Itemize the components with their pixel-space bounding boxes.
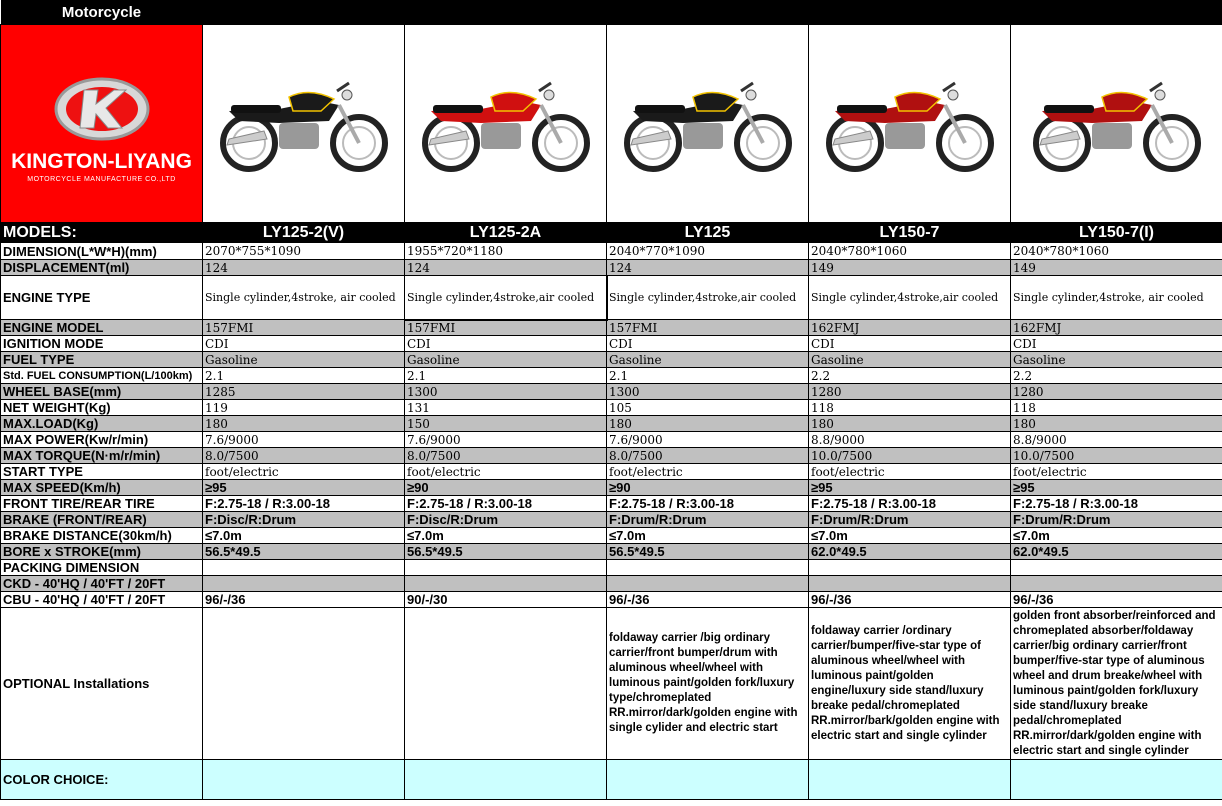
spec-value: Gasoline xyxy=(405,352,607,368)
logo-emblem-icon xyxy=(52,74,152,144)
spec-row xyxy=(1,416,1222,432)
spec-value xyxy=(809,576,1011,592)
spec-row xyxy=(1,480,1222,496)
spec-value: CDI xyxy=(809,336,1011,352)
spec-value: 119 xyxy=(203,400,405,416)
optional-value: foldaway carrier /big ordinary carrier/front bumper/drum with aluminous wheel/wheel with luminous paint/golden fork/luxury type/chromeplated RR.mirror/dark/golden engine with single cylider and electric start xyxy=(607,608,809,760)
spec-value: foot/electric xyxy=(809,464,1011,480)
header-title: Motorcycle xyxy=(1,0,203,25)
model-name: LY125-2A xyxy=(405,223,607,243)
spec-value xyxy=(405,560,607,576)
spec-label: DIMENSION(L*W*H)(mm) xyxy=(1,243,203,260)
spec-value xyxy=(203,560,405,576)
spec-value: 62.0*49.5 xyxy=(809,544,1011,560)
spec-row xyxy=(1,384,1222,400)
spec-value: 2.1 xyxy=(607,368,809,384)
spec-label: CBU - 40'HQ / 40'FT / 20FT xyxy=(1,592,203,608)
spec-value: 118 xyxy=(809,400,1011,416)
spec-label: MAX TORQUE(N·m/r/min) xyxy=(1,448,203,464)
brand-name: KINGTON-LIYANG xyxy=(11,150,192,173)
spec-value xyxy=(1011,560,1222,576)
spec-row xyxy=(1,320,1222,336)
bike-image-4 xyxy=(809,25,1011,223)
spec-value xyxy=(607,576,809,592)
spec-label: CKD - 40'HQ / 40'FT / 20FT xyxy=(1,576,203,592)
spec-label: WHEEL BASE(mm) xyxy=(1,384,203,400)
spec-value: 1300 xyxy=(607,384,809,400)
spec-value: 96/-/36 xyxy=(1011,592,1222,608)
spec-row xyxy=(1,336,1222,352)
color-choice-cell xyxy=(1011,760,1222,800)
spec-value: 1300 xyxy=(405,384,607,400)
spec-value: 2070*755*1090 xyxy=(203,243,405,260)
spec-value: 157FMI xyxy=(203,320,405,336)
model-name: LY150-7 xyxy=(809,223,1011,243)
color-choice-cell xyxy=(203,760,405,800)
spec-value: F:2.75-18 / R:3.00-18 xyxy=(607,496,809,512)
spec-value: 118 xyxy=(1011,400,1222,416)
spec-value: Single cylinder,4stroke,air cooled xyxy=(405,276,607,320)
spec-value: 56.5*49.5 xyxy=(203,544,405,560)
spec-value: CDI xyxy=(203,336,405,352)
spec-value: ≤7.0m xyxy=(1011,528,1222,544)
spec-row xyxy=(1,400,1222,416)
spec-label: IGNITION MODE xyxy=(1,336,203,352)
spec-value: ≤7.0m xyxy=(203,528,405,544)
optional-value: golden front absorber/reinforced and chromeplated absorber/foldaway carrier/big ordinary carrier/front bumper/five-star type of aluminous wheel and drum breake/wheel with luminous paint/golden fork/luxury side stand/luxury breake pedal/chromeplated RR.mirror/dark/golden engine with electric start and single cylinder xyxy=(1011,608,1222,760)
spec-value: 150 xyxy=(405,416,607,432)
color-choice-row xyxy=(1,760,1222,800)
spec-value: Single cylinder,4stroke,air cooled xyxy=(809,276,1011,320)
spec-value: F:2.75-18 / R:3.00-18 xyxy=(809,496,1011,512)
spec-label: MAX POWER(Kw/r/min) xyxy=(1,432,203,448)
spec-value: ≤7.0m xyxy=(809,528,1011,544)
color-choice-label: COLOR CHOICE: xyxy=(1,760,203,800)
spec-value: 8.0/7500 xyxy=(203,448,405,464)
color-choice-cell xyxy=(405,760,607,800)
color-choice-cell xyxy=(607,760,809,800)
spec-value xyxy=(607,560,809,576)
optional-value: foldaway carrier /ordinary carrier/bumper/five-star type of aluminous wheel/wheel with luminous paint/golden engine/luxury side stand/luxury breake pedal/chromeplated RR.mirror/bark/golden engine with electric start and single cylinder xyxy=(809,608,1011,760)
spec-row xyxy=(1,464,1222,480)
spec-label: BRAKE DISTANCE(30km/h) xyxy=(1,528,203,544)
spec-row xyxy=(1,243,1222,260)
spec-value: 180 xyxy=(809,416,1011,432)
spec-label: MAX SPEED(Km/h) xyxy=(1,480,203,496)
spec-label: ENGINE MODEL xyxy=(1,320,203,336)
spec-value: 124 xyxy=(203,260,405,276)
spec-value: 8.0/7500 xyxy=(405,448,607,464)
brand-logo xyxy=(1,25,203,223)
spec-value: F:Disc/R:Drum xyxy=(203,512,405,528)
spec-row xyxy=(1,544,1222,560)
motorcycle-icon xyxy=(613,61,803,181)
motorcycle-icon xyxy=(815,61,1005,181)
spec-value: Gasoline xyxy=(203,352,405,368)
spec-value: F:2.75-18 / R:3.00-18 xyxy=(203,496,405,512)
bike-image-2 xyxy=(405,25,607,223)
spec-value: ≥90 xyxy=(607,480,809,496)
spec-row xyxy=(1,560,1222,576)
optional-value xyxy=(405,608,607,760)
spec-value: 2.1 xyxy=(203,368,405,384)
spec-value: 10.0/7500 xyxy=(809,448,1011,464)
spec-value: 62.0*49.5 xyxy=(1011,544,1222,560)
spec-value: ≤7.0m xyxy=(405,528,607,544)
spec-value: 149 xyxy=(809,260,1011,276)
model-name: LY125 xyxy=(607,223,809,243)
spec-value: 90/-/30 xyxy=(405,592,607,608)
spec-value: 7.6/9000 xyxy=(203,432,405,448)
spec-value: 2040*780*1060 xyxy=(1011,243,1222,260)
models-row xyxy=(1,223,1222,243)
spec-value: 1955*720*1180 xyxy=(405,243,607,260)
spec-value: 56.5*49.5 xyxy=(607,544,809,560)
spec-value: 96/-/36 xyxy=(809,592,1011,608)
spec-label: FRONT TIRE/REAR TIRE xyxy=(1,496,203,512)
spec-value: 157FMI xyxy=(607,320,809,336)
spec-value: Gasoline xyxy=(607,352,809,368)
color-choice-cell xyxy=(809,760,1011,800)
spec-row xyxy=(1,352,1222,368)
spec-label: START TYPE xyxy=(1,464,203,480)
spec-value: CDI xyxy=(1011,336,1222,352)
motorcycle-icon xyxy=(411,61,601,181)
spec-value: CDI xyxy=(405,336,607,352)
spec-value: Gasoline xyxy=(1011,352,1222,368)
spec-value: 157FMI xyxy=(405,320,607,336)
spec-value: 8.8/9000 xyxy=(809,432,1011,448)
spec-value: 1285 xyxy=(203,384,405,400)
spec-value xyxy=(809,560,1011,576)
spec-label: BRAKE (FRONT/REAR) xyxy=(1,512,203,528)
spec-value xyxy=(405,576,607,592)
spec-value: F:Drum/R:Drum xyxy=(607,512,809,528)
spec-row xyxy=(1,576,1222,592)
motorcycle-icon xyxy=(209,61,399,181)
bike-image-5 xyxy=(1011,25,1222,223)
spec-value: 162FMJ xyxy=(1011,320,1222,336)
spec-value: 1280 xyxy=(1011,384,1222,400)
spec-row xyxy=(1,528,1222,544)
spec-value: 124 xyxy=(405,260,607,276)
spec-value: 2.2 xyxy=(1011,368,1222,384)
spec-row xyxy=(1,496,1222,512)
spec-row xyxy=(1,368,1222,384)
spec-value: 10.0/7500 xyxy=(1011,448,1222,464)
spec-value: CDI xyxy=(607,336,809,352)
spec-value: F:Disc/R:Drum xyxy=(405,512,607,528)
spec-value: 2.2 xyxy=(809,368,1011,384)
spec-value: Single cylinder,4stroke,air cooled xyxy=(607,276,809,320)
spec-label: Std. FUEL CONSUMPTION(L/100km) xyxy=(1,368,203,384)
spec-row xyxy=(1,592,1222,608)
spec-row xyxy=(1,432,1222,448)
spec-row xyxy=(1,512,1222,528)
spec-value: Gasoline xyxy=(809,352,1011,368)
spec-value: 96/-/36 xyxy=(607,592,809,608)
brand-subtitle: MOTORCYCLE MANUFACTURE CO.,LTD xyxy=(27,176,176,183)
model-name: LY125-2(V) xyxy=(203,223,405,243)
spec-value: 2.1 xyxy=(405,368,607,384)
spec-value: 105 xyxy=(607,400,809,416)
spec-value: 8.0/7500 xyxy=(607,448,809,464)
spec-value: Single cylinder,4stroke, air cooled xyxy=(1011,276,1222,320)
spec-label: BORE x STROKE(mm) xyxy=(1,544,203,560)
spec-value: 2040*770*1090 xyxy=(607,243,809,260)
header-row xyxy=(1,0,1222,25)
spec-value: ≥95 xyxy=(203,480,405,496)
spec-value: 149 xyxy=(1011,260,1222,276)
spec-value: ≥95 xyxy=(1011,480,1222,496)
optional-row xyxy=(1,608,1222,760)
spec-row xyxy=(1,276,1222,320)
spec-value: 180 xyxy=(203,416,405,432)
spec-value: ≥90 xyxy=(405,480,607,496)
spec-label: NET WEIGHT(Kg) xyxy=(1,400,203,416)
spec-value: 56.5*49.5 xyxy=(405,544,607,560)
spec-value: 1280 xyxy=(809,384,1011,400)
spec-value: 124 xyxy=(607,260,809,276)
motorcycle-icon xyxy=(1022,61,1212,181)
image-row xyxy=(1,25,1222,223)
spec-row xyxy=(1,260,1222,276)
spec-value: 131 xyxy=(405,400,607,416)
spec-value: F:2.75-18 / R:3.00-18 xyxy=(405,496,607,512)
spec-value: foot/electric xyxy=(405,464,607,480)
spec-value: F:Drum/R:Drum xyxy=(809,512,1011,528)
spec-value: foot/electric xyxy=(607,464,809,480)
spec-value: F:Drum/R:Drum xyxy=(1011,512,1222,528)
spec-value: 8.8/9000 xyxy=(1011,432,1222,448)
spec-value: 7.6/9000 xyxy=(607,432,809,448)
spec-label: ENGINE TYPE xyxy=(1,276,203,320)
spec-label: DISPLACEMENT(ml) xyxy=(1,260,203,276)
spec-value: 7.6/9000 xyxy=(405,432,607,448)
spec-value: foot/electric xyxy=(203,464,405,480)
spec-value: ≤7.0m xyxy=(607,528,809,544)
bike-image-3 xyxy=(607,25,809,223)
spec-value: 96/-/36 xyxy=(203,592,405,608)
spec-value xyxy=(203,576,405,592)
spec-value: foot/electric xyxy=(1011,464,1222,480)
bike-image-1 xyxy=(203,25,405,223)
models-label: MODELS: xyxy=(1,223,203,243)
optional-value xyxy=(203,608,405,760)
spec-label: FUEL TYPE xyxy=(1,352,203,368)
spec-value xyxy=(1011,576,1222,592)
spec-value: 180 xyxy=(607,416,809,432)
spec-label: MAX.LOAD(Kg) xyxy=(1,416,203,432)
optional-label: OPTIONAL Installations xyxy=(1,608,203,760)
spec-row xyxy=(1,448,1222,464)
model-name: LY150-7(I) xyxy=(1011,223,1222,243)
spec-value: Single cylinder,4stroke, air cooled xyxy=(203,276,405,320)
spec-value: 2040*780*1060 xyxy=(809,243,1011,260)
spec-label: PACKING DIMENSION xyxy=(1,560,203,576)
spec-value: 162FMJ xyxy=(809,320,1011,336)
spec-value: F:2.75-18 / R:3.00-18 xyxy=(1011,496,1222,512)
spec-value: 180 xyxy=(1011,416,1222,432)
spec-value: ≥95 xyxy=(809,480,1011,496)
